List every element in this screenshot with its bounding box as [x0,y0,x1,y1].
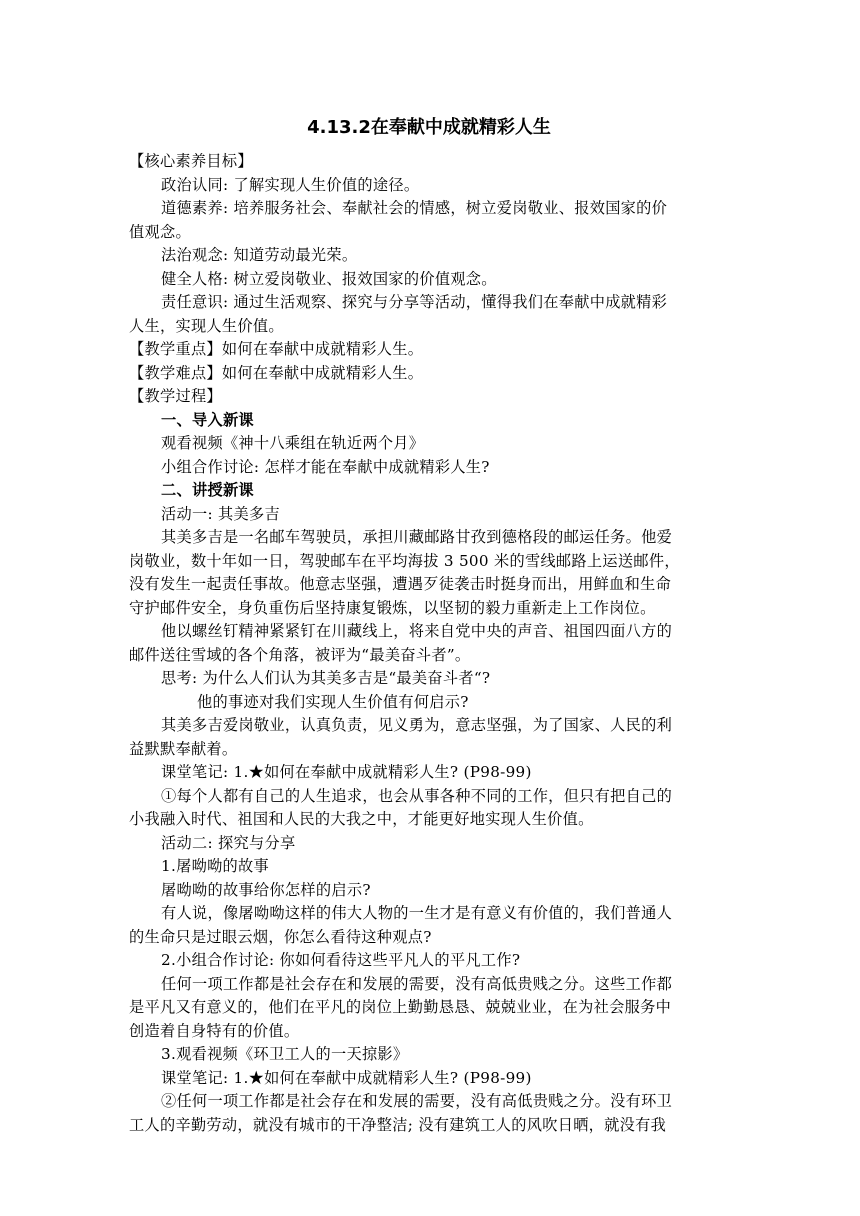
document-title: 4.13.2在奉献中成就精彩人生 [307,117,551,138]
text-line: 屠呦呦的故事给你怎样的启示? [161,880,371,899]
text-line: ①每个人都有自己的人生追求，也会从事各种不同的工作，但只有把自己的 [161,786,673,805]
text-line: 值观念。 [129,222,191,241]
text-line: 活动一: 其美多吉 [161,504,280,523]
text-line: 其美多吉爱岗敬业，认真负责，见义勇为，意志坚强，为了国家、人民的利 [161,716,673,734]
text-line: 【核心素养目标】 [129,152,253,170]
text-line: 邮件送往雪域的各个角落，被评为“最美奋斗者”。 [129,645,471,664]
text-line: 守护邮件安全，身负重伤后坚持康复锻炼，以坚韧的毅力重新走上工作岗位。 [129,598,656,617]
text-line: ②任何一项工作都是社会存在和发展的需要，没有高低贵贱之分。没有环卫 [161,1092,673,1110]
text-line: 创造着自身特有的价值。 [129,1021,300,1040]
text-line: 道德素养: 培养服务社会、奉献社会的情感，树立爱岗敬业、报效国家的价 [161,199,668,217]
text-line: 思考: 为什么人们认为其美多吉是“最美奋斗者“? [161,669,491,687]
text-line: 岗敬业，数十年如一日，驾驶邮车在平均海拔 3 500 米的雪线邮路上运送邮件， [129,551,680,570]
text-line: 他的事迹对我们实现人生价值有何启示? [197,692,469,711]
text-line: 小组合作讨论: 怎样才能在奉献中成就精彩人生? [161,457,490,476]
text-line: 没有发生一起责任事故。他意志坚强，遭遇歹徒袭击时挺身而出，用鲜血和生命 [129,575,672,593]
text-line: 的生命只是过眼云烟，你怎么看待这种观点? [129,927,432,946]
text-line: 工人的辛勤劳动，就没有城市的干净整洁; 没有建筑工人的风吹日晒，就没有我 [129,1115,667,1134]
text-line: 其美多吉是一名邮车驾驶员，承担川藏邮路甘孜到德格段的邮运任务。他爱 [161,528,673,546]
text-line: 观看视频《神十八乘组在轨近两个月》 [161,434,425,452]
text-line: 课堂笔记: 1.★如何在奉献中成就精彩人生? (P98-99) [161,763,532,781]
text-line: 健全人格: 树立爱岗敬业、报效国家的价值观念。 [161,269,497,288]
text-line: 课堂笔记: 1.★如何在奉献中成就精彩人生? (P98-99) [161,1068,532,1087]
text-line: 2.小组合作讨论: 你如何看待这些平凡人的平凡工作? [161,951,521,969]
text-line: 责任意识: 通过生活观察、探究与分享等活动，懂得我们在奉献中成就精彩 [161,293,668,311]
text-line: 小我融入时代、祖国和人民的大我之中，才能更好地实现人生价值。 [129,810,594,828]
section-heading: 一、导入新课 [161,410,254,429]
text-line: 3.观看视频《环卫工人的一天掠影》 [161,1045,409,1063]
text-line: 【教学难点】如何在奉献中成就精彩人生。 [129,363,424,382]
text-line: 法治观念: 知道劳动最光荣。 [161,246,358,264]
text-line: 他以螺丝钉精神紧紧钉在川藏线上，将来自党中央的声音、祖国四面八方的 [161,622,673,640]
text-line: 1.屠呦呦的故事 [161,857,270,875]
text-line: 【教学重点】如何在奉献中成就精彩人生。 [129,340,424,358]
text-line: 益默默奉献着。 [129,739,238,758]
text-line: 政治认同: 了解实现人生价值的途径。 [161,175,420,194]
text-line: 是平凡又有意义的，他们在平凡的岗位上勤勤恳恳、兢兢业业，在为社会服务中 [129,998,672,1016]
section-heading: 二、讲授新课 [161,481,254,499]
text-line: 【教学过程】 [129,387,222,405]
text-line: 任何一项工作都是社会存在和发展的需要，没有高低贵贱之分。这些工作都 [161,974,673,993]
text-line: 活动二: 探究与分享 [161,833,296,852]
text-line: 有人说，像屠呦呦这样的伟大人物的一生才是有意义有价值的，我们普通人 [161,904,673,922]
text-line: 人生，实现人生价值。 [129,316,284,335]
document-page [129,116,729,1137]
document-body [129,150,729,1137]
